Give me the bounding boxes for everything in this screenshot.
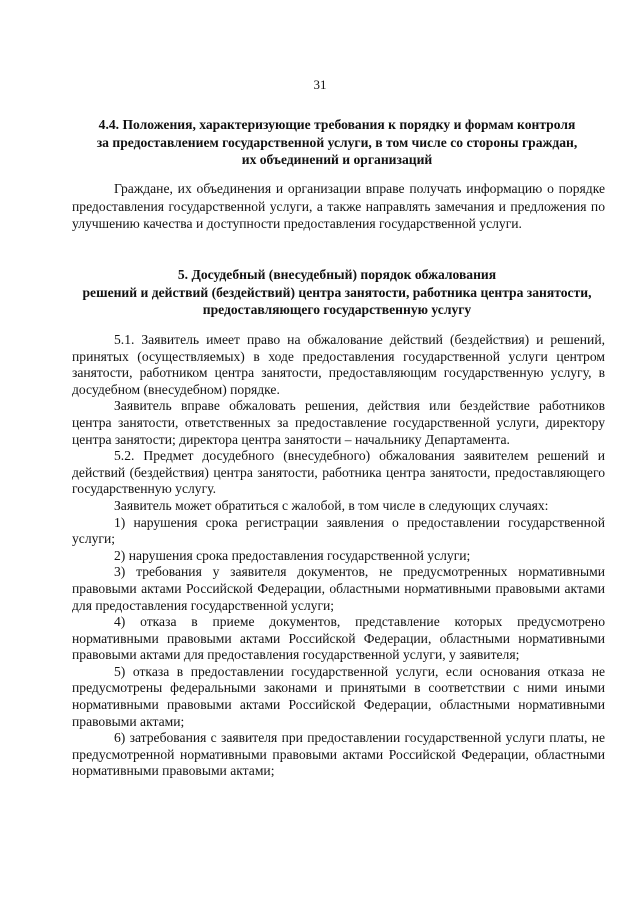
paragraph: Заявитель вправе обжаловать решения, действия или бездействие работников центра занятости, ответственных за предоставление государственной услуги, директору центра занятости; директора центра занятости – начальнику Департамента. bbox=[72, 398, 605, 447]
heading-line: за предоставлением государственной услуги, в том числе со стороны граждан, bbox=[96, 134, 578, 150]
section-4-4-heading bbox=[72, 116, 602, 169]
heading-line: предоставляющего государственную услугу bbox=[202, 302, 472, 318]
list-item: 4) отказа в приеме документов, представление которых предусмотрено нормативными правовыми актами Российской Федерации, областными нормативными правовыми актами для предоставления государственной услуги, у заявителя; bbox=[72, 614, 605, 663]
paragraph: Заявитель может обратиться с жалобой, в том числе в следующих случаях: bbox=[114, 497, 549, 513]
paragraph: 5.1. Заявитель имеет право на обжалование действий (бездействия) и решений, принятых (осуществляемых) в ходе предоставления государственной услуги центром занятости, работником центра занятости, предоставляющим государственную услугу, в досудебном (внесудебном) порядке. bbox=[72, 332, 605, 397]
heading-line: решений и действий (бездействий) центра занятости, работника центра занятости, bbox=[82, 284, 592, 300]
section-4-4-body bbox=[72, 180, 605, 233]
list-item: 1) нарушения срока регистрации заявления о предоставлении государственной услуги; bbox=[72, 514, 605, 547]
list-item: 5) отказа в предоставлении государственной услуги, если основания отказа не предусмотрены федеральными законами и принятыми в соответствии с ними иными нормативными правовыми актами Российской Федерации, областными нормативными правовыми актами; bbox=[72, 663, 605, 729]
list-item: 6) затребования с заявителя при предоставлении государственной услуги платы, не предусмотренной нормативными правовыми актами Российской Федерации, областными нормативными правовыми актами; bbox=[72, 730, 605, 779]
heading-line: их объединений и организаций bbox=[241, 152, 433, 168]
list-item: 3) требования у заявителя документов, не предусмотренных нормативными правовыми актами Российской Федерации, областными нормативными правовыми актами для предоставления государственной услуги; bbox=[72, 564, 605, 613]
paragraph: Граждане, их объединения и организации вправе получать информацию о порядке предоставления государственной услуги, а также направлять замечания и предложения по улучшению качества и доступности предоставления государственной услуги. bbox=[72, 181, 605, 232]
section-5-body bbox=[72, 332, 605, 780]
page-number: 31 bbox=[313, 77, 327, 92]
heading-line: 5. Досудебный (внесудебный) порядок обжалования bbox=[177, 267, 497, 282]
list-item: 2) нарушения срока предоставления государственной услуги; bbox=[114, 547, 471, 563]
heading-line: 4.4. Положения, характеризующие требования к порядку и формам контроля bbox=[98, 117, 576, 132]
paragraph: 5.2. Предмет досудебного (внесудебного) обжалования заявителем решений и действий (бездействия) центра занятости, работника центра занятости, предоставляющего государственную услугу. bbox=[72, 448, 605, 497]
section-5-heading bbox=[72, 266, 602, 319]
